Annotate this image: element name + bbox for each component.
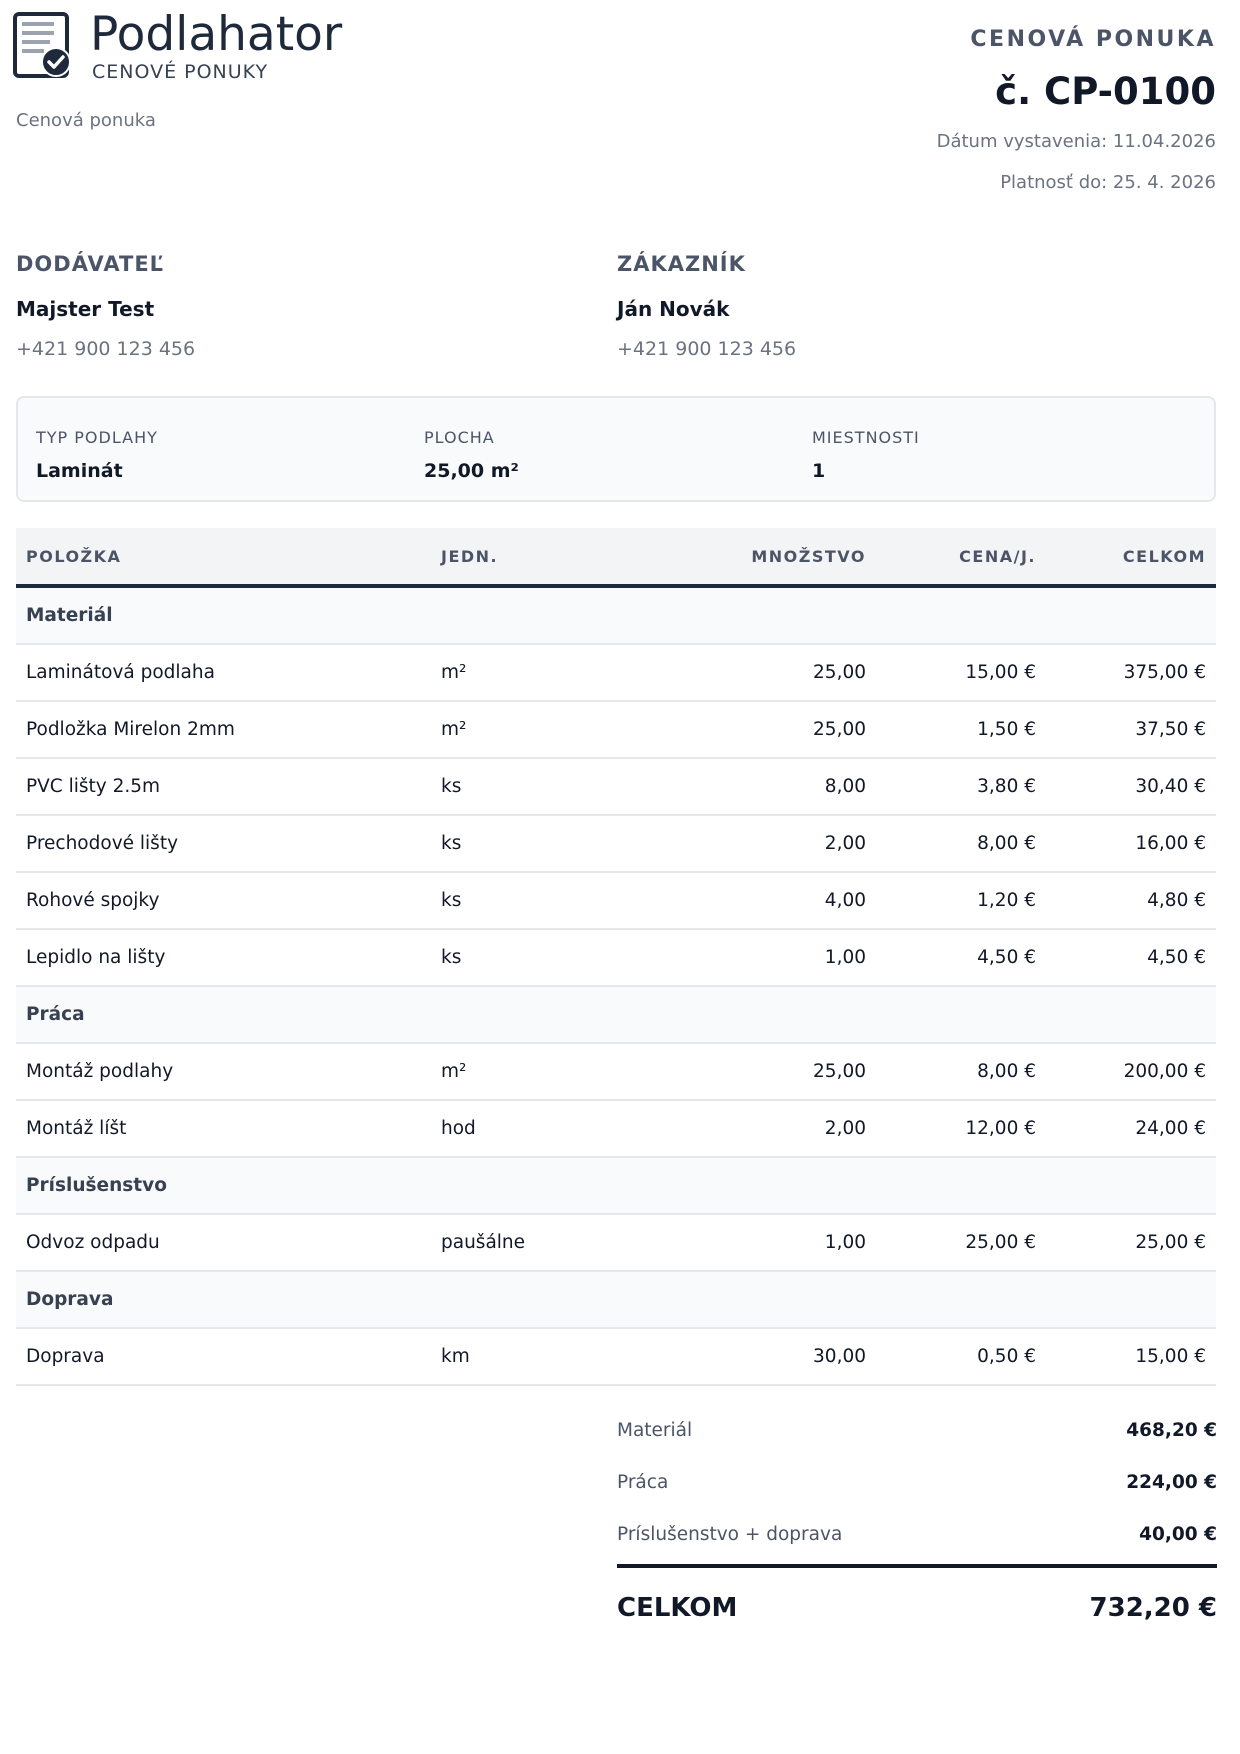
document-kicker: CENOVÁ PONUKA [970,27,1216,52]
subtotal-row [617,1508,1217,1560]
column-header-quantity: MNOŽSTVO [666,528,876,586]
unit-cell: m² [431,701,666,758]
document-check-icon [13,12,79,88]
subtotal-row [617,1404,1217,1456]
unit-cell: paušálne [431,1214,666,1271]
table-row [16,872,1216,929]
supplier-name: Majster Test [16,297,155,321]
table-body [16,586,1216,1385]
rooms-info [812,428,920,482]
info-label: MIESTNOSTI [812,428,920,447]
item-name-cell: Prechodové lišty [16,815,431,872]
grand-total-row [617,1568,1217,1648]
document-type-label: Cenová ponuka [16,110,156,131]
brand-subtitle: CENOVÉ PONUKY [92,61,269,83]
line-total-cell: 30,40 € [1046,758,1216,815]
unit-price-cell: 15,00 € [876,644,1046,701]
valid-until: Platnosť do: 25. 4. 2026 [1000,172,1216,193]
grand-total-value: 732,20 € [1089,1593,1217,1623]
item-name-cell: Podložka Mirelon 2mm [16,701,431,758]
column-header-unit: JEDN. [431,528,666,586]
line-total-cell: 200,00 € [1046,1043,1216,1100]
subtotal-value: 468,20 € [1126,1419,1217,1441]
info-value: 25,00 m² [424,460,519,482]
issue-date: Dátum vystavenia: 11.04.2026 [936,131,1216,152]
subtotal-value: 40,00 € [1139,1523,1217,1545]
unit-price-cell: 25,00 € [876,1214,1046,1271]
floor-type-info [36,428,158,482]
item-name-cell: Laminátová podlaha [16,644,431,701]
line-total-cell: 16,00 € [1046,815,1216,872]
line-total-cell: 375,00 € [1046,644,1216,701]
column-header-total: CELKOM [1046,528,1216,586]
item-name-cell: PVC lišty 2.5m [16,758,431,815]
customer-name: Ján Novák [617,297,730,321]
document-number: č. CP-0100 [995,70,1216,113]
unit-cell: m² [431,1043,666,1100]
quantity-cell: 1,00 [666,929,876,986]
quantity-cell: 30,00 [666,1328,876,1385]
unit-cell: ks [431,758,666,815]
table-row [16,1214,1216,1271]
items-table [16,528,1216,1386]
supplier-phone: +421 900 123 456 [16,338,196,360]
unit-cell: m² [431,644,666,701]
item-name-cell: Lepidlo na lišty [16,929,431,986]
table-row [16,758,1216,815]
quantity-cell: 2,00 [666,815,876,872]
unit-price-cell: 0,50 € [876,1328,1046,1385]
unit-cell: ks [431,929,666,986]
line-total-cell: 37,50 € [1046,701,1216,758]
project-info-box [16,396,1216,502]
item-name-cell: Rohové spojky [16,872,431,929]
unit-price-cell: 12,00 € [876,1100,1046,1157]
customer-block [617,252,796,360]
table-row [16,701,1216,758]
category-label: Doprava [16,1271,1216,1328]
subtotal-value: 224,00 € [1126,1471,1217,1493]
info-value: 1 [812,460,826,482]
unit-price-cell: 4,50 € [876,929,1046,986]
quantity-cell: 4,00 [666,872,876,929]
customer-phone: +421 900 123 456 [617,338,797,360]
category-row [16,986,1216,1043]
table-row [16,644,1216,701]
column-header-unit-price: CENA/J. [876,528,1046,586]
subtotal-label: Práca [617,1471,669,1493]
grand-total-label: CELKOM [617,1593,738,1623]
category-label: Príslušenstvo [16,1157,1216,1214]
table-row [16,815,1216,872]
table-row [16,1043,1216,1100]
quantity-cell: 2,00 [666,1100,876,1157]
subtotal-label: Príslušenstvo + doprava [617,1523,843,1545]
info-label: TYP PODLAHY [36,428,158,447]
subtotal-row [617,1456,1217,1508]
totals-block [617,1404,1217,1648]
quantity-cell: 25,00 [666,1043,876,1100]
unit-price-cell: 1,20 € [876,872,1046,929]
supplier-heading: DODÁVATEĽ [16,252,165,276]
subtotal-label: Materiál [617,1419,693,1441]
unit-price-cell: 8,00 € [876,815,1046,872]
line-total-cell: 24,00 € [1046,1100,1216,1157]
unit-cell: hod [431,1100,666,1157]
category-row [16,1271,1216,1328]
category-label: Materiál [16,586,1216,644]
item-name-cell: Doprava [16,1328,431,1385]
line-total-cell: 25,00 € [1046,1214,1216,1271]
line-total-cell: 15,00 € [1046,1328,1216,1385]
category-label: Práca [16,986,1216,1043]
column-header-item: POLOŽKA [16,528,431,586]
area-info [424,428,519,482]
item-name-cell: Montáž podlahy [16,1043,431,1100]
item-name-cell: Odvoz odpadu [16,1214,431,1271]
quantity-cell: 25,00 [666,701,876,758]
quantity-cell: 25,00 [666,644,876,701]
item-name-cell: Montáž líšt [16,1100,431,1157]
table-row [16,929,1216,986]
line-total-cell: 4,80 € [1046,872,1216,929]
customer-heading: ZÁKAZNÍK [617,252,746,276]
quantity-cell: 8,00 [666,758,876,815]
line-total-cell: 4,50 € [1046,929,1216,986]
quantity-cell: 1,00 [666,1214,876,1271]
unit-price-cell: 3,80 € [876,758,1046,815]
document-header-meta [937,27,1216,193]
category-row [16,586,1216,644]
unit-price-cell: 8,00 € [876,1043,1046,1100]
table-header-row [16,528,1216,586]
table-row [16,1328,1216,1385]
unit-cell: ks [431,815,666,872]
info-label: PLOCHA [424,428,495,447]
category-row [16,1157,1216,1214]
info-value: Laminát [36,460,123,482]
table-row [16,1100,1216,1157]
unit-cell: ks [431,872,666,929]
unit-price-cell: 1,50 € [876,701,1046,758]
brand-name: Podlahator [90,7,343,62]
unit-cell: km [431,1328,666,1385]
supplier-block [16,252,195,360]
